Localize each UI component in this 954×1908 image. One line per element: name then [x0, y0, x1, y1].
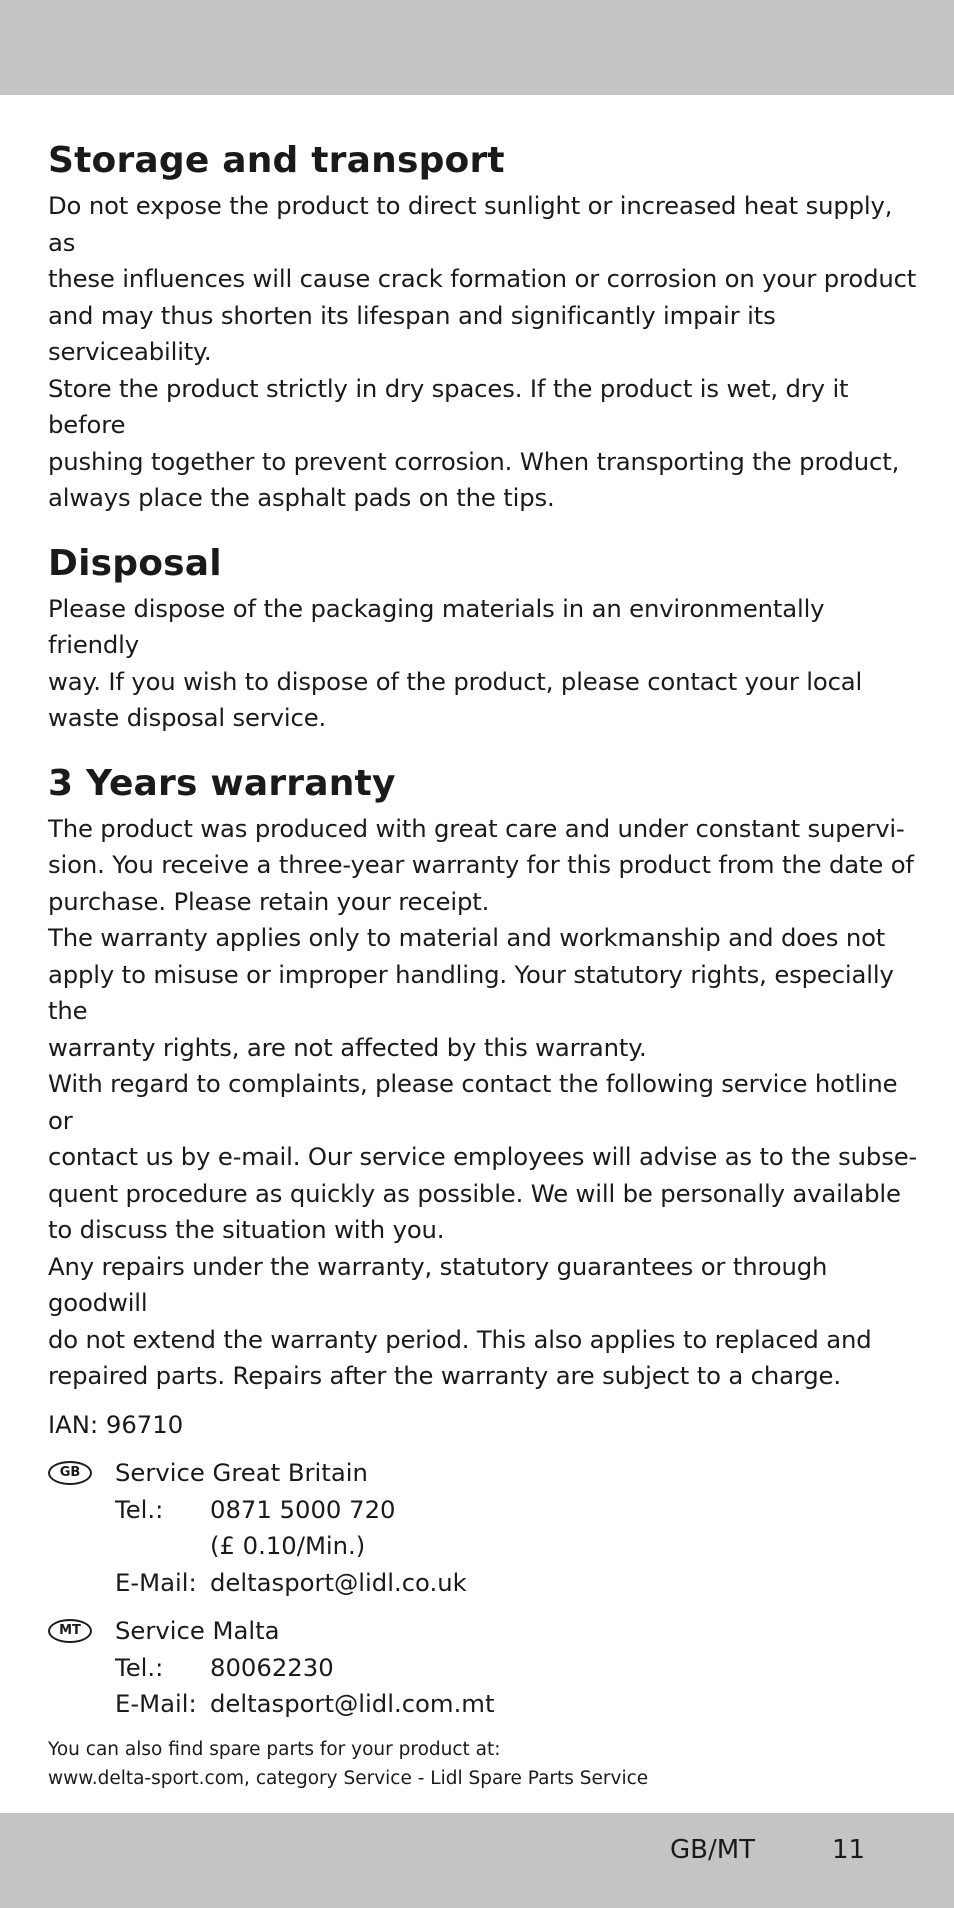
service-mt	[48, 1613, 918, 1723]
page-number: 11	[832, 1835, 866, 1865]
page-content	[48, 138, 918, 1793]
service-mt-tel: 80062230	[210, 1652, 334, 1682]
ian-number: IAN: 96710	[48, 1409, 184, 1439]
section-body-warranty: The product was produced with great care and under constant supervi- sion. You receive a three-year warranty for this product from the date of purchase. Please retain your receipt. The warranty applies only to material and workmanship and does not apply to misuse or improper handling. Your statutory rights, especially the warranty rights, are not affected by this warranty. With regard to complaints, please contact the following service hotline or contact us by e-mail. Our service employees will advise as to the subse- quent procedure as quickly as possible. We will be personally available to discuss the situation with you. Any repairs under the warranty, statutory guarantees or through goodwill do not extend the warranty period. This also applies to replaced and repaired parts. Repairs after the warranty are subject to a charge.	[48, 813, 918, 1390]
page-footer	[0, 1830, 954, 1870]
header-band	[0, 0, 954, 95]
gb-country-badge-icon: GB	[48, 1461, 92, 1485]
service-gb-tel-label: Tel.:	[115, 1494, 164, 1524]
section-heading-storage: Storage and transport	[48, 140, 505, 181]
service-mt-email: deltasport@lidl.com.mt	[210, 1689, 495, 1718]
service-gb-rate: (£ 0.10/Min.)	[210, 1531, 366, 1560]
service-gb-email: deltasport@lidl.co.uk	[210, 1567, 467, 1597]
service-gb	[48, 1455, 918, 1601]
service-gb-title: Service Great Britain	[115, 1458, 368, 1487]
service-gb-tel: 0871 5000 720	[210, 1494, 396, 1524]
section-body-disposal: Please dispose of the packaging materials in an environmentally friendly way. If you wish to dispose of the product, please contact your local waste disposal service.	[48, 593, 863, 732]
footer-language-code: GB/MT	[670, 1835, 756, 1865]
service-mt-title: Service Malta	[115, 1616, 280, 1645]
service-gb-email-label: E-Mail:	[115, 1567, 197, 1597]
service-mt-tel-label: Tel.:	[115, 1652, 164, 1682]
service-mt-email-label: E-Mail:	[115, 1689, 197, 1718]
section-heading-warranty: 3 Years warranty	[48, 762, 396, 804]
section-heading-disposal: Disposal	[48, 542, 222, 584]
spare-parts-note: You can also find spare parts for your product at: www.delta-sport.com, category Service - Lidl Spare Parts Service	[48, 1738, 649, 1789]
mt-country-badge-icon: MT	[48, 1619, 92, 1643]
section-body-storage: Do not expose the product to direct sunlight or increased heat supply, as these influences will cause crack formation or corrosion on your product and may thus shorten its lifespan and significantly impair its serviceability. Store the product strictly in dry spaces. If the product is wet, dry it before pushing together to prevent corrosion. When transporting the product, always place the asphalt pads on the tips.	[48, 191, 917, 512]
